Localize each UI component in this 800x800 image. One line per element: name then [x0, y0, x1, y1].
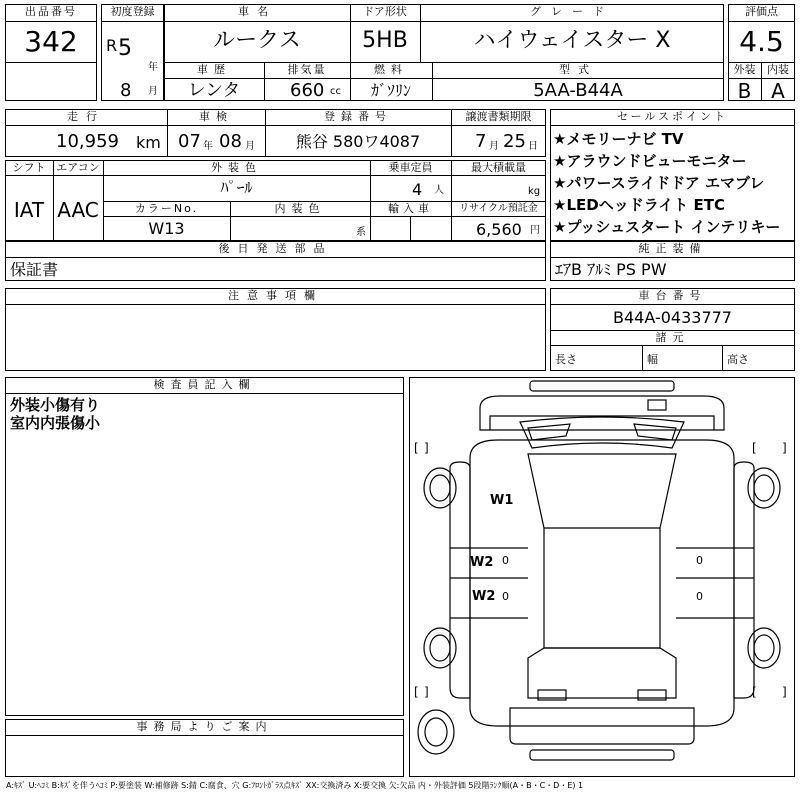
- svg-text:0: 0: [696, 554, 703, 567]
- svg-text:]: ]: [424, 685, 429, 699]
- model-label: 型式: [559, 63, 597, 76]
- height-label: 高さ: [727, 354, 749, 365]
- inspection-year-unit: 年: [203, 141, 213, 152]
- sales-point: ★LEDヘッドライト ETC: [553, 196, 725, 214]
- sales-point: ★パワースライドドア エマブレ: [553, 174, 765, 192]
- chassis-number-label: 車台番号: [638, 289, 707, 302]
- notes-label: 注意事項欄: [228, 289, 323, 302]
- svg-text:[: [: [752, 441, 757, 455]
- car-diagram-box: [409, 377, 795, 777]
- damage-mark: W2: [472, 589, 496, 604]
- specs-label: 諸元: [655, 331, 690, 344]
- svg-text:0: 0: [502, 590, 509, 603]
- shift-label: シフト: [12, 161, 46, 174]
- interior-color-unit: 系: [356, 227, 366, 238]
- month-value: 8: [120, 82, 132, 100]
- svg-text:[: [: [752, 685, 757, 699]
- aircon-value: AAC: [57, 200, 99, 220]
- max-load-label: 最大積載量: [471, 161, 526, 174]
- inspection-month: 08: [219, 133, 242, 151]
- door-type-label: ドア形状: [363, 5, 407, 18]
- svg-text:]: ]: [782, 685, 787, 699]
- damage-mark: W1: [490, 493, 514, 508]
- transfer-day-unit: 日: [528, 141, 538, 152]
- lot-number-label: 出品番号: [25, 5, 77, 18]
- mileage-unit: km: [136, 135, 161, 151]
- color-number-label: カラーNo.: [134, 202, 199, 215]
- capacity-value: 4: [412, 182, 423, 198]
- color-number-value: W13: [148, 221, 185, 237]
- mileage-value: 10,959: [56, 133, 119, 151]
- car-diagram: [410, 378, 794, 776]
- svg-text:[: [: [414, 685, 419, 699]
- month-unit: 月: [148, 86, 158, 97]
- era-value: R: [106, 38, 118, 54]
- later-parts-label: 後日発送部品: [218, 242, 333, 255]
- displacement-value: 660: [290, 82, 325, 100]
- capacity-unit: 人: [434, 185, 444, 196]
- inspection-year: 07: [178, 133, 201, 151]
- first-registration-label: 初度登録: [110, 5, 155, 18]
- displacement-unit: cc: [330, 86, 341, 97]
- inspection-month-unit: 月: [245, 141, 255, 152]
- sales-point: ★プッシュスタート インテリキー: [553, 218, 781, 236]
- registration-number-value: 熊谷 580ワ4087: [295, 134, 421, 150]
- capacity-label: 乗車定員: [388, 161, 433, 174]
- door-type-value: 5HB: [362, 30, 408, 52]
- registration-number-label: 登録番号: [324, 110, 392, 123]
- interior-grade-value: A: [771, 81, 785, 101]
- shift-value: IAT: [13, 200, 45, 220]
- transfer-month: 7: [475, 133, 487, 151]
- transfer-day: 25: [503, 133, 526, 151]
- inspector-label: 検査員記入欄: [153, 378, 256, 391]
- recycle-fee-label: リサイクル預託金: [459, 203, 538, 214]
- length-label: 長さ: [555, 354, 577, 365]
- svg-text:]: ]: [424, 441, 429, 455]
- inspection-label: 車検: [199, 110, 233, 123]
- exterior-grade-label: 外装: [733, 63, 756, 76]
- interior-color-label: 内装色: [274, 202, 326, 215]
- score-value: 4.5: [739, 28, 784, 56]
- sales-point: ★アラウンドビューモニター: [553, 152, 747, 170]
- equipment-label: 純正装備: [638, 242, 707, 255]
- exterior-color-label: 外装色: [211, 161, 262, 174]
- interior-grade-label: 内装: [767, 63, 789, 76]
- car-name-value: ルークス: [213, 30, 301, 52]
- sales-points-label: セールスポイント: [616, 110, 728, 123]
- svg-text:[: [: [414, 441, 419, 455]
- fuel-label: 燃料: [374, 63, 408, 76]
- svg-text:]: ]: [782, 441, 787, 455]
- sales-point: ★メモリーナビ TV: [553, 130, 684, 148]
- recycle-fee-unit: 円: [530, 225, 540, 236]
- aircon-label: エアコン: [56, 161, 100, 174]
- svg-text:0: 0: [502, 554, 509, 567]
- exterior-grade-value: B: [737, 81, 752, 101]
- legend-footer: A:ｷｽﾞ U:ﾍｺﾐ B:ｷｽﾞを伴うﾍｺﾐ P:要塗装 W:補修跡 S:錆 C:腐食、穴 G:ﾌﾛﾝﾄｶﾞﾗｽ点ｷｽﾞ XX:交換済み X:要交換 欠:欠品 内・外装評価 5段階ﾗﾝｸ順(A・B・C・D・E) 1: [6, 781, 584, 790]
- lot-number-value: 342: [24, 28, 78, 56]
- office-label: 事務局よりご案内: [136, 720, 273, 733]
- chassis-number-value: B44A-0433777: [613, 310, 732, 326]
- equipment-value: ｴｱB ｱﾙﾐ PS PW: [555, 262, 667, 278]
- history-value: レンタ: [187, 82, 241, 100]
- max-load-unit: kg: [528, 186, 541, 197]
- svg-text:0: 0: [696, 590, 703, 603]
- transfer-deadline-label: 譲渡書類期限: [465, 110, 532, 123]
- later-parts-value: 保証書: [10, 262, 59, 278]
- width-label: 幅: [647, 354, 658, 365]
- inspector-note: 室内内張傷小: [10, 414, 101, 432]
- year-value: 5: [118, 38, 132, 60]
- exterior-color-value: ﾊﾟｰﾙ: [220, 180, 253, 196]
- grade-value: ハイウェイスター X: [473, 30, 671, 52]
- displacement-label: 排気量: [287, 63, 327, 76]
- import-label: 輸入車: [388, 202, 433, 215]
- transfer-month-unit: 月: [489, 141, 499, 152]
- inspector-notes: [10, 396, 100, 432]
- year-unit: 年: [148, 62, 158, 73]
- inspector-note: 外装小傷有り: [10, 396, 101, 414]
- grade-label: グレード: [530, 5, 614, 18]
- model-value: 5AA-B44A: [533, 82, 623, 100]
- recycle-fee-value: 6,560: [476, 222, 522, 238]
- sales-points-list: [553, 128, 793, 238]
- damage-mark: W2: [470, 555, 494, 570]
- history-label: 車歴: [197, 63, 231, 76]
- car-name-label: 車名: [238, 5, 276, 18]
- mileage-label: 走行: [67, 110, 105, 123]
- fuel-value: ｶﾞｿﾘﾝ: [370, 83, 411, 99]
- score-label: 評価点: [745, 5, 778, 18]
